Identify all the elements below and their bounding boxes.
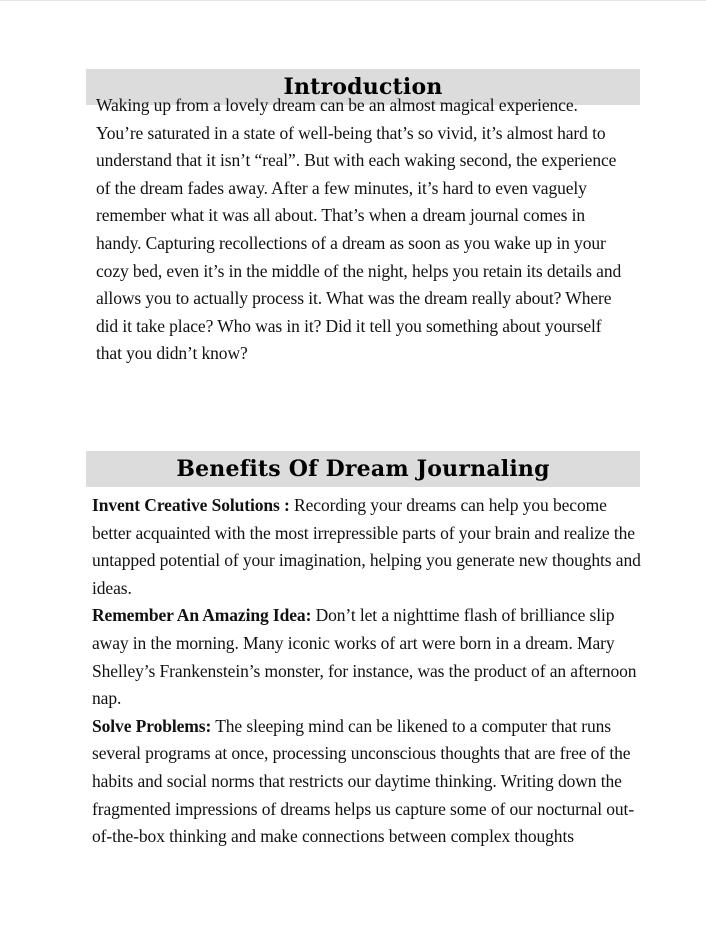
benefit-title: Solve Problems: — [92, 715, 212, 736]
benefit-text: The sleeping mind can be likened to a computer that runs several programs at once, processing unconscious thoughts that are free of the habits and social norms that restricts our daytime thinking. Writing down the fragmented impressions of dreams helps us capture some of our nocturnal out-of-the-box thinking and make connections between complex thoughts — [92, 715, 635, 847]
benefit-text: Don’t let a nighttime flash of brilliance slip away in the morning. Many iconic works of art were born in a dream. Mary Shelley’s Frankenstein’s monster, for instance, was the product of an afternoon nap. — [92, 605, 637, 709]
benefit-title: Invent Creative Solutions : — [92, 495, 290, 515]
benefit-item-creative-solutions — [92, 492, 642, 602]
top-divider — [0, 0, 706, 1]
benefit-item-solve-problems — [92, 713, 642, 851]
benefit-item-amazing-idea — [92, 602, 642, 712]
benefit-text: Recording your dreams can help you become better acquainted with the most irrepressible parts of your brain and realize the untapped potential of your imagination, helping you generate new thoughts and ideas. — [92, 495, 641, 598]
benefits-list — [92, 492, 642, 851]
introduction-paragraph: Waking up from a lovely dream can be an almost magical experience. You’re saturated in a state of well-being that’s so vivid, it’s almost hard to understand that it isn’t “real”. But with each waking second, the experience of the dream fades away. After a few minutes, it’s hard to even vaguely remember what it was all about. That’s when a dream journal comes in handy. Capturing recollections of a dream as soon as you wake up in your cozy bed, even it’s in the middle of the night, helps you retain its details and allows you to actually process it. What was the dream really about? Where did it take place? Who was in it? Did it tell you something about yourself that you didn’t know? — [96, 95, 622, 364]
introduction-heading: Introduction — [86, 69, 640, 105]
benefits-heading: Benefits Of Dream Journaling — [86, 451, 640, 487]
benefit-title: Remember An Amazing Idea: — [92, 605, 312, 626]
